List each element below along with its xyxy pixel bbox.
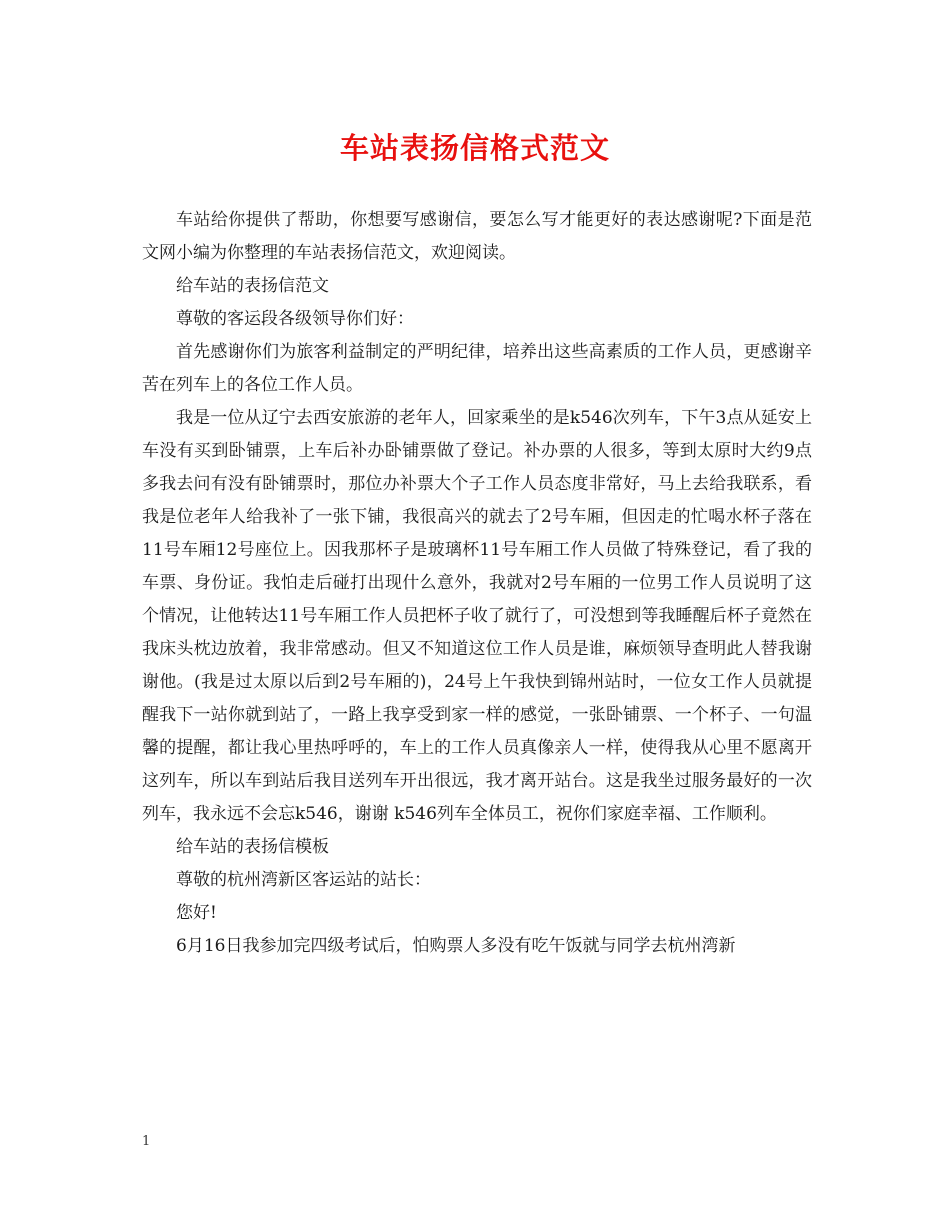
paragraph-heading-sample: 给车站的表扬信范文 <box>176 276 329 296</box>
document-body <box>142 204 812 963</box>
paragraph-intro: 车站给你提供了帮助，你想要写感谢信，要怎么写才能更好的表达感谢呢?下面是范文网小编为你整理的车站表扬信范文，欢迎阅读。 <box>142 210 812 263</box>
paragraph-template-start: 6月16日我参加完四级考试后，怕购票人多没有吃午饭就与同学去杭州湾新 <box>176 936 736 956</box>
paragraph-salutation-2: 尊敬的杭州湾新区客运站的站长： <box>176 870 431 890</box>
paragraph-thanks: 首先感谢你们为旅客利益制定的严明纪律，培养出这些高素质的工作人员，更感谢辛苦在列车上的各位工作人员。 <box>142 342 812 395</box>
page-number: 1 <box>142 1134 151 1149</box>
document-title: 车站表扬信格式范文 <box>339 131 610 165</box>
paragraph-greeting: 您好! <box>176 903 217 923</box>
paragraph-salutation: 尊敬的客运段各级领导你们好： <box>176 309 414 329</box>
paragraph-story: 我是一位从辽宁去西安旅游的老年人，回家乘坐的是k546次列车，下午3点从延安上车没有买到卧铺票，上车后补办卧铺票做了登记。补办票的人很多，等到太原时大约9点多我去问有没有卧铺票时，那位办补票大个子工作人员态度非常好，马上去给我联系，看我是位老年人给我补了一张下铺，我很高兴的就去了2号车厢，但因走的忙喝水杯子落在11号车厢12号座位上。因我那杯子是玻璃杯11号车厢工作人员做了特殊登记，看了我的车票、身份证。我怕走后碰打出现什么意外，我就对2号车厢的一位男工作人员说明了这个情况，让他转达11号车厢工作人员把杯子收了就行了，可没想到等我睡醒后杯子竟然在我床头枕边放着，我非常感动。但又不知道这位工作人员是谁，麻烦领导查明此人替我谢谢他。(我是过太原以后到2号车厢的)，24号上午我快到锦州站时，一位女工作人员就提醒我下一站你就到站了，一路上我享受到家一样的感觉，一张卧铺票、一个杯子、一句温馨的提醒，都让我心里热呼呼的，车上的工作人员真像亲人一样，使得我从心里不愿离开这列车，所以车到站后我目送列车开出很远，我才离开站台。这是我坐过服务最好的一次列车，我永远不会忘k546，谢谢 k546列车全体员工，祝你们家庭幸福、工作顺利。 <box>142 408 812 824</box>
paragraph-heading-template: 给车站的表扬信模板 <box>176 837 329 857</box>
